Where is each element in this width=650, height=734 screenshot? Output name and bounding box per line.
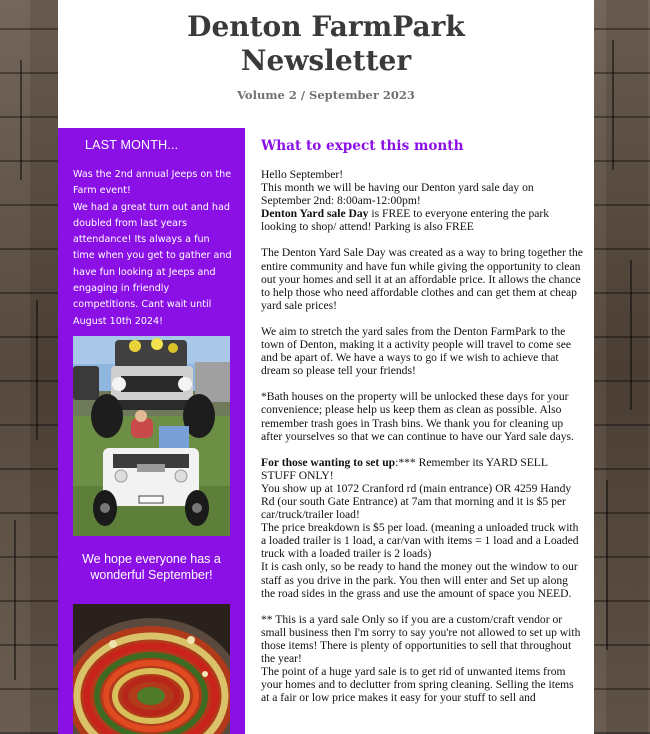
- sidebar-paragraph-1: Was the 2nd annual Jeeps on the Farm event!: [73, 169, 232, 197]
- ratatouille-photo-icon: [73, 604, 230, 734]
- goal-paragraph: We aim to stretch the yard sales from the Denton FarmPark to the town of Denton, making it a activity people will travel to come see and be apart of. We have a ways to go if we wish to achieve that dream so please tell your friends!: [261, 324, 572, 378]
- sidebar-heading: LAST MONTH...: [85, 138, 179, 152]
- yard-sale-purpose: The point of a huge yard sale is to get rid of unwanted items from your homes and to declutter from spring cleaning. Selling the items at a fair or low price makes it easy for your stuff to sell and: [261, 665, 574, 705]
- setup-directions: You show up at 1072 Cranford rd (main entrance) OR 4259 Handy Rd (our south Gate Entrance) at 7am that morning and it is $5 per car/truck/trailer load!: [261, 481, 572, 522]
- newsletter-title: [58, 10, 594, 78]
- intro-free-entry: is FREE to everyone entering the park looking to shop/ attend! Parking is also FREE: [261, 207, 550, 234]
- setup-cash-only: It is cash only, so be ready to hand the money out the window to our staff as you drive in the park. You then will enter and Set up along the road sides in the grass and use the amount of space you NEED.: [261, 560, 578, 600]
- bath-house-paragraph: *Bath houses on the property will be unlocked these days for your convenience; please help us keep them as clean as possible. Also remember trash goes in Trash bins. We thank you for cleaning up after yourselves so that we can continue to have our Yard sale days.: [261, 390, 574, 443]
- ratatouille-photo: [73, 604, 230, 734]
- title-line-1: Denton FarmPark: [187, 10, 465, 43]
- intro-paragraph: [261, 168, 583, 233]
- newsletter-page: [58, 0, 594, 734]
- jeep-photo: [73, 336, 230, 536]
- setup-pricing: The price breakdown is $5 per load. (meaning a unloaded truck with a loaded trailer is 1 load, a car/van with items = 1 load and a Loaded truck with a loaded trailer is 2 loads): [261, 521, 579, 561]
- sidebar-last-month: [58, 128, 245, 734]
- setup-paragraph: [261, 456, 583, 600]
- jeep-photo-icon: [73, 336, 230, 536]
- vendor-paragraph: [261, 613, 583, 705]
- title-line-2: Newsletter: [240, 44, 412, 77]
- about-paragraph: The Denton Yard Sale Day was created as a way to bring together the entire community and have fun while giving the opportunity to clean out your homes and sell it at an affordable price. It allows the chance to help those who need affordable clothes and can get them at cheap yard sale prices!: [261, 246, 583, 312]
- section-heading: What to expect this month: [261, 138, 464, 154]
- main-content: [261, 138, 583, 704]
- yard-sale-name: Denton Yard sale Day: [261, 207, 369, 221]
- intro-greeting: Hello September!: [261, 168, 344, 181]
- vendor-notice: ** This is a yard sale Only so if you are a custom/craft vendor or small business then I'm sorry to say you're not allowed to set up with those items! There is plenty of opportunities to sell that throughout the year!: [261, 612, 581, 665]
- intro-event-date: This month we will be having our Denton yard sale day on September 2nd: 8:00am-12:00pm!: [261, 181, 534, 208]
- newsletter-header: [58, 0, 594, 102]
- setup-reminder: :*** Remember its YARD SELL STUFF ONLY!: [261, 455, 548, 482]
- setup-heading: For those wanting to set up: [261, 455, 396, 469]
- volume-label: Volume 2 / September 2023: [237, 88, 415, 102]
- sidebar-caption: We hope everyone has a wonderful September!: [82, 552, 221, 582]
- sidebar-paragraph-2: We had a great turn out and had doubled from last years attendance! Its always a fun time when you get to gather and have fun looking at Jeeps and engaging in friendly competitions. Cant wait until August 10th 2024!: [73, 201, 232, 327]
- sidebar-text: [73, 167, 233, 330]
